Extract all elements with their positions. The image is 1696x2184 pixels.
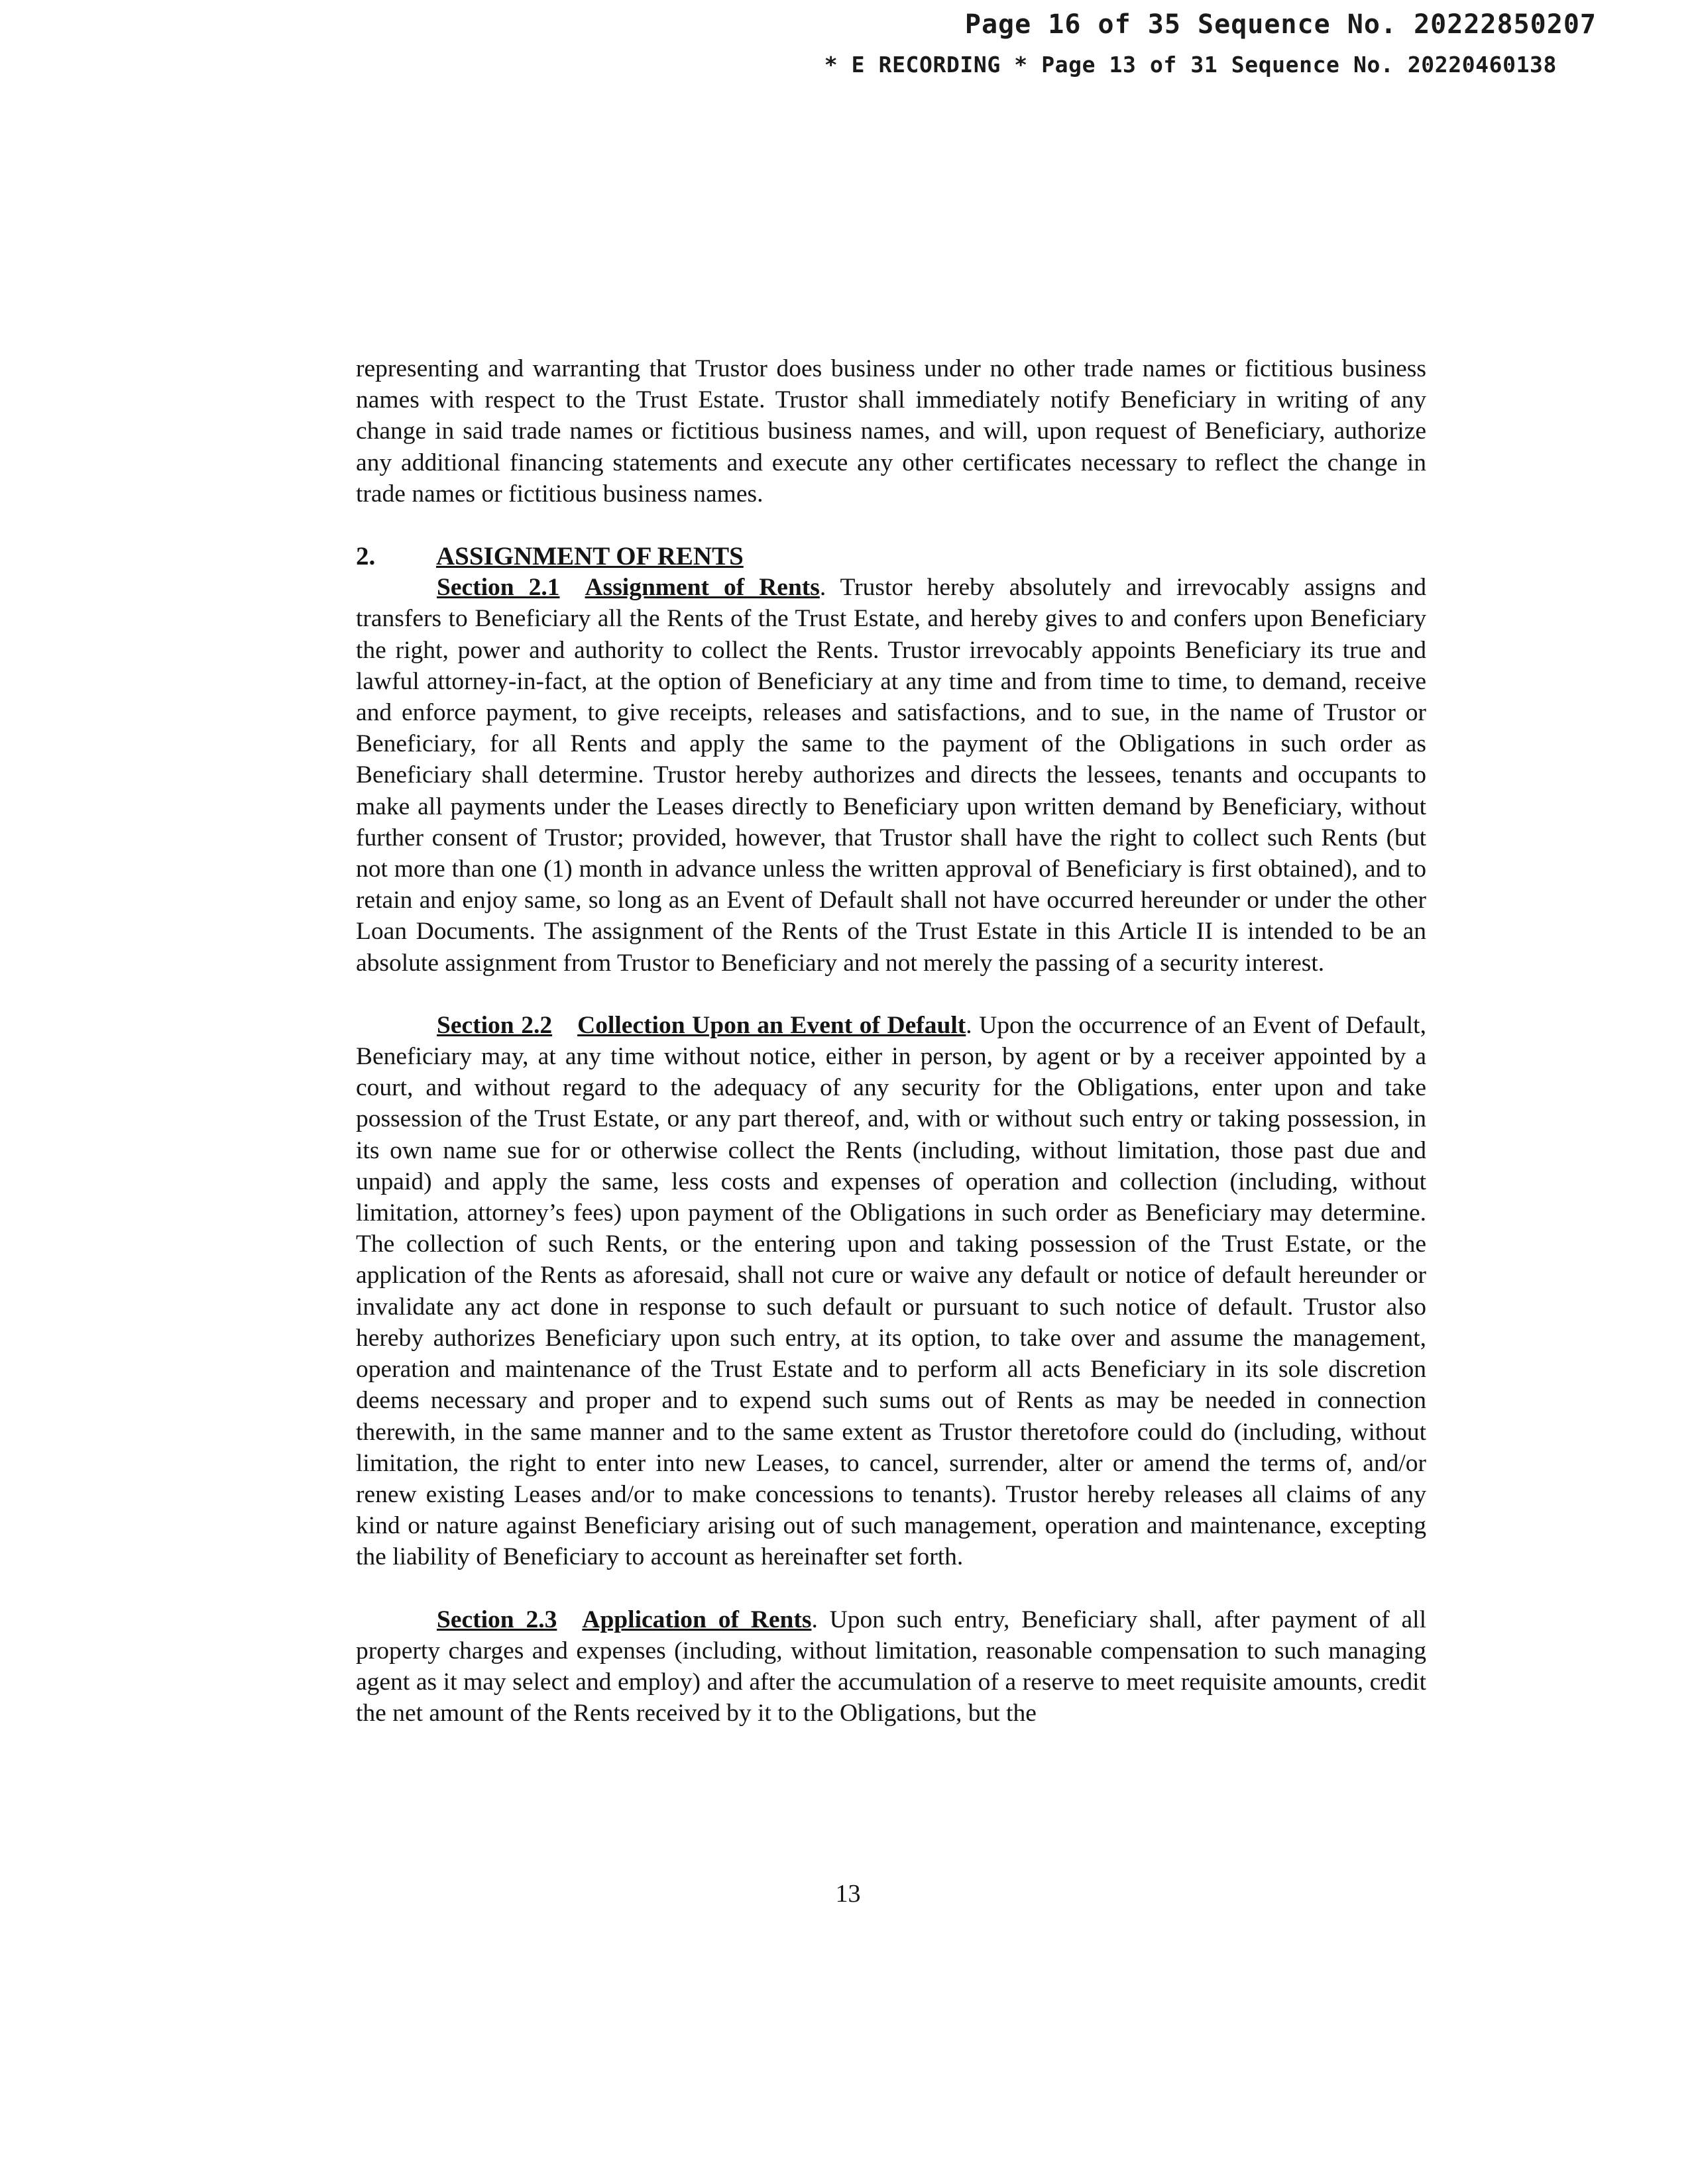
article-number: 2.: [356, 542, 376, 571]
continued-paragraph: representing and warranting that Trustor does business under no other trade names or fictitious business names with respect to the Trust Estate. Trustor shall immediately notify Beneficiary in writing of any change in said trade names or fictitious business names, and will, upon request of Beneficiary, authorize any additional financing statements and execute any other certificates necessary to reflect the change in trade names or fictitious business names.: [356, 355, 1426, 508]
recording-stamp-primary: Page 16 of 35 Sequence No. 20222850207: [964, 9, 1597, 40]
document-body: [356, 353, 1426, 1729]
section-label: Section 2.2: [437, 1011, 553, 1039]
section-text: . Upon the occurrence of an Event of Default, Beneficiary may, at any time without notice, either in person, by agent or by a receiver appointed by a court, and without regard to the adequacy of any security for the Obligations, enter upon and take possession of the Trust Estate, or any part thereof, and, with or without such entry or taking possession, in its own name sue for or otherwise collect the Rents (including, without limitation, those past due and unpaid) and apply the same, less costs and expenses of operation and collection (including, without limitation, attorney’s fees) upon payment of the Obligations in such order as Beneficiary may determine. The collection of such Rents, or the entering upon and taking possession of the Trust Estate, or the application of the Rents as aforesaid, shall not cure or waive any default or notice of default hereunder or invalidate any act done in response to such default or pursuant to such notice of default. Trustor also hereby authorizes Beneficiary upon such entry, at its option, to take over and assume the management, operation and maintenance of the Trust Estate and to perform all acts Beneficiary in its sole discretion deems necessary and proper and to expend such sums out of Rents as may be needed in connection therewith, in the same manner and to the same extent as Trustor theretofore could do (including, without limitation, the right to enter into new Leases, to cancel, surrender, alter or amend the terms of, and/or renew existing Leases and/or to make concessions to tenants). Trustor hereby releases all claims of any kind or nature against Beneficiary arising out of such management, operation and maintenance, excepting the liability of Beneficiary to account as hereinafter set forth.: [356, 1011, 1426, 1571]
section-text: . Trustor hereby absolutely and irrevocably assigns and transfers to Beneficiary all the Rents of the Trust Estate, and hereby gives to and confers upon Beneficiary the right, power and authority to collect the Rents. Trustor irrevocably appoints Beneficiary its true and lawful attorney-in-fact, at the option of Beneficiary at any time and from time to time, to demand, receive and enforce payment, to give receipts, releases and satisfactions, and to sue, in the name of Trustor or Beneficiary, for all Rents and apply the same to the payment of the Obligations in such order as Beneficiary shall determine. Trustor hereby authorizes and directs the lessees, tenants and occupants to make all payments under the Leases directly to Beneficiary upon written demand by Beneficiary, without further consent of Trustor; provided, however, that Trustor shall have the right to collect such Rents (but not more than one (1) month in advance unless the written approval of Beneficiary is first obtained), and to retain and enjoy same, so long as an Event of Default shall not have occurred hereunder or under the other Loan Documents. The assignment of the Rents of the Trust Estate in this Article II is intended to be an absolute assignment from Trustor to Beneficiary and not merely the passing of a security interest.: [356, 574, 1426, 977]
section-title: Collection Upon an Event of Default: [577, 1011, 966, 1039]
page-number: 13: [835, 1880, 861, 1908]
article-heading: [356, 541, 1426, 572]
section-title: Application of Rents: [582, 1606, 812, 1633]
section-2-1: [356, 572, 1426, 979]
recording-stamp-secondary: * E RECORDING * Page 13 of 31 Sequence No. 20220460138: [824, 52, 1557, 78]
section-label: Section 2.1: [437, 574, 560, 602]
section-2-2: [356, 1010, 1426, 1573]
section-text: . Upon such entry, Beneficiary shall, after payment of all property charges and expenses (including, without limitation, reasonable compensation to such managing agent as it may select and employ) and after the accumulation of a reserve to meet requisite amounts, credit the net amount of the Rents received by it to the Obligations, but the: [356, 1606, 1426, 1727]
section-title: Assignment of Rents: [585, 574, 820, 602]
section-2-3: [356, 1604, 1426, 1729]
article-title: ASSIGNMENT OF RENTS: [436, 542, 744, 571]
section-label: Section 2.3: [437, 1606, 557, 1633]
